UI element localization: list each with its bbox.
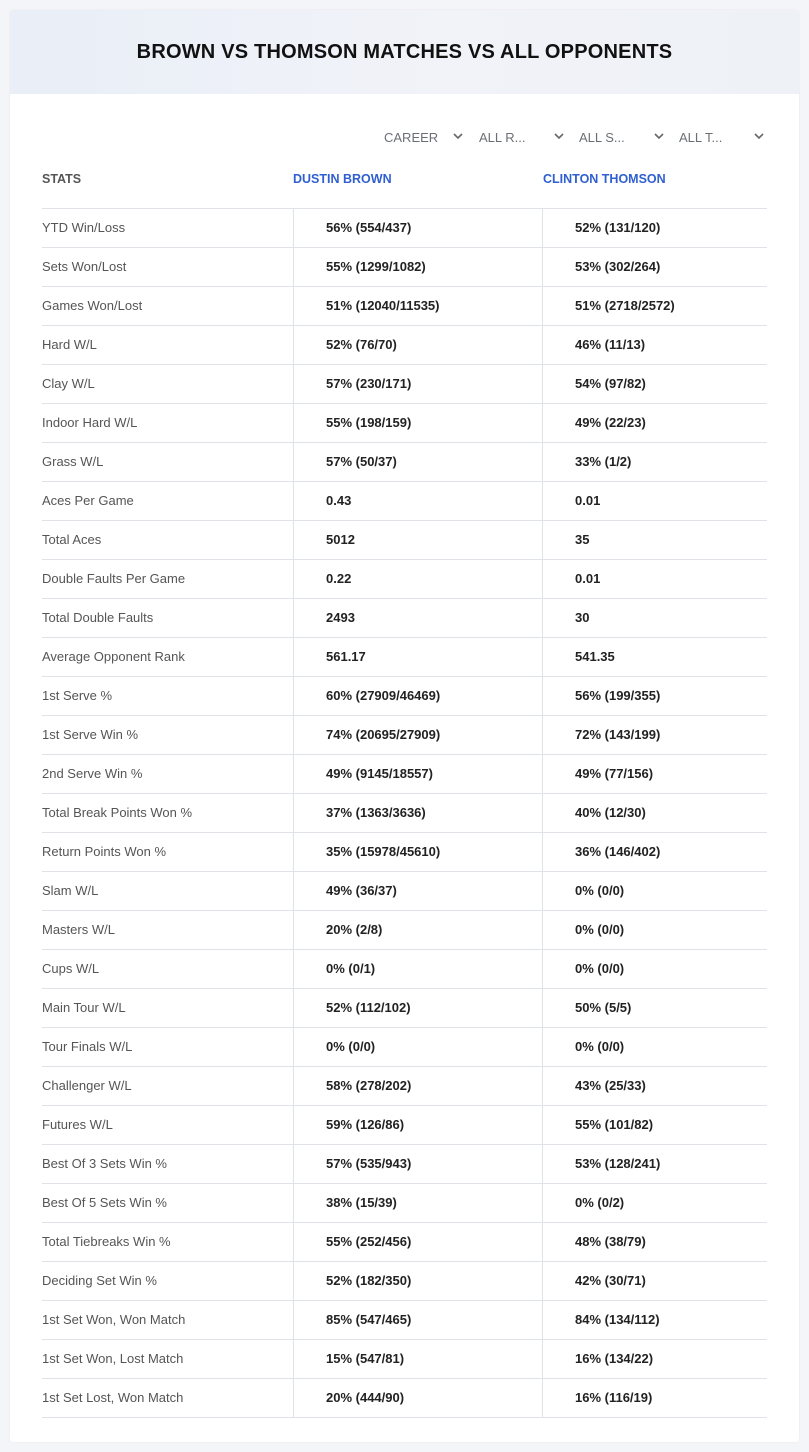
player1-value: 52% (182/350)	[293, 1262, 542, 1300]
stat-label: Challenger W/L	[42, 1078, 132, 1093]
player1-value: 56% (554/437)	[293, 209, 542, 247]
stat-label: Cups W/L	[42, 961, 100, 976]
player1-value: 20% (2/8)	[293, 911, 542, 949]
stat-label: 1st Serve Win %	[42, 727, 139, 742]
stat-label: Best Of 3 Sets Win %	[42, 1156, 167, 1171]
player1-value: 74% (20695/27909)	[293, 716, 542, 754]
player1-value: 0% (0/0)	[293, 1028, 542, 1066]
stat-label: 2nd Serve Win %	[42, 766, 143, 781]
player2-value: 541.35	[542, 638, 767, 676]
player2-value: 50% (5/5)	[542, 989, 767, 1027]
filter-period-label: CAREER	[384, 129, 439, 145]
table-row	[42, 1261, 767, 1300]
stat-label: Grass W/L	[42, 454, 104, 469]
stats-card	[10, 10, 799, 1442]
table-row	[42, 559, 767, 598]
player2-value: 0% (0/0)	[542, 950, 767, 988]
table-row	[42, 988, 767, 1027]
table-row	[42, 208, 767, 247]
player2-value: 0.01	[542, 560, 767, 598]
filter-round-label: ALL R...	[479, 129, 526, 145]
chevron-down-icon	[452, 130, 464, 142]
player2-value: 42% (30/71)	[542, 1262, 767, 1300]
stat-label: Futures W/L	[42, 1117, 113, 1132]
table-row	[42, 325, 767, 364]
player2-value: 33% (1/2)	[542, 443, 767, 481]
player1-value: 58% (278/202)	[293, 1067, 542, 1105]
stat-label: Slam W/L	[42, 883, 99, 898]
player1-value: 20% (444/90)	[293, 1379, 542, 1417]
player1-value: 57% (50/37)	[293, 443, 542, 481]
player2-value: 56% (199/355)	[542, 677, 767, 715]
table-row	[42, 442, 767, 481]
table-row	[42, 247, 767, 286]
player2-value: 0% (0/0)	[542, 872, 767, 910]
table-row	[42, 1066, 767, 1105]
stat-label: 1st Set Won, Won Match	[42, 1312, 186, 1327]
table-row	[42, 754, 767, 793]
player1-value: 60% (27909/46469)	[293, 677, 542, 715]
player1-value: 5012	[293, 521, 542, 559]
player2-value: 53% (128/241)	[542, 1145, 767, 1183]
column-header-stats: STATS	[42, 172, 82, 186]
player2-value: 0% (0/2)	[542, 1184, 767, 1222]
player1-value: 0.22	[293, 560, 542, 598]
table-row	[42, 403, 767, 442]
stat-label: Double Faults Per Game	[42, 571, 186, 586]
player2-value: 55% (101/82)	[542, 1106, 767, 1144]
filter-period-select[interactable]	[384, 126, 464, 148]
player2-value: 53% (302/264)	[542, 248, 767, 286]
player2-value: 16% (134/22)	[542, 1340, 767, 1378]
table-row	[42, 832, 767, 871]
player2-value: 0% (0/0)	[542, 1028, 767, 1066]
table-row	[42, 520, 767, 559]
player1-value: 2493	[293, 599, 542, 637]
table-row	[42, 715, 767, 754]
stat-label: Total Break Points Won %	[42, 805, 193, 820]
filter-surface-label: ALL S...	[579, 129, 625, 145]
stat-label: Total Aces	[42, 532, 102, 547]
table-row	[42, 637, 767, 676]
player1-value: 15% (547/81)	[293, 1340, 542, 1378]
stat-label: 1st Serve %	[42, 688, 113, 703]
stat-label: Deciding Set Win %	[42, 1273, 157, 1288]
table-row	[42, 598, 767, 637]
player1-value: 55% (198/159)	[293, 404, 542, 442]
player2-value: 0% (0/0)	[542, 911, 767, 949]
table-row	[42, 1027, 767, 1066]
table-row	[42, 676, 767, 715]
player2-value: 49% (22/23)	[542, 404, 767, 442]
player2-value: 54% (97/82)	[542, 365, 767, 403]
table-row	[42, 949, 767, 988]
table-row	[42, 910, 767, 949]
table-row	[42, 793, 767, 832]
column-header-player2[interactable]: CLINTON THOMSON	[543, 172, 666, 186]
stats-table	[42, 208, 767, 1418]
page-header	[10, 10, 799, 94]
player1-value: 0% (0/1)	[293, 950, 542, 988]
stat-label: Total Tiebreaks Win %	[42, 1234, 171, 1249]
player2-value: 0.01	[542, 482, 767, 520]
player2-value: 43% (25/33)	[542, 1067, 767, 1105]
player2-value: 36% (146/402)	[542, 833, 767, 871]
player2-value: 72% (143/199)	[542, 716, 767, 754]
player2-value: 40% (12/30)	[542, 794, 767, 832]
stat-label: Return Points Won %	[42, 844, 167, 859]
stat-label: Average Opponent Rank	[42, 649, 185, 664]
chevron-down-icon	[753, 130, 765, 142]
player1-value: 51% (12040/11535)	[293, 287, 542, 325]
player1-value: 0.43	[293, 482, 542, 520]
filter-surface-select[interactable]	[579, 126, 665, 148]
player2-value: 16% (116/19)	[542, 1379, 767, 1417]
table-row	[42, 286, 767, 325]
player2-value: 84% (134/112)	[542, 1301, 767, 1339]
table-row	[42, 1378, 767, 1418]
player1-value: 49% (9145/18557)	[293, 755, 542, 793]
table-row	[42, 481, 767, 520]
player1-value: 52% (112/102)	[293, 989, 542, 1027]
player1-value: 57% (535/943)	[293, 1145, 542, 1183]
player1-value: 37% (1363/3636)	[293, 794, 542, 832]
stat-label: Aces Per Game	[42, 493, 134, 508]
table-row	[42, 1183, 767, 1222]
player1-value: 57% (230/171)	[293, 365, 542, 403]
stat-label: 1st Set Won, Lost Match	[42, 1351, 184, 1366]
stat-label: Indoor Hard W/L	[42, 415, 138, 430]
player2-value: 46% (11/13)	[542, 326, 767, 364]
filter-tournament-label: ALL T...	[679, 129, 723, 145]
stat-label: 1st Set Lost, Won Match	[42, 1390, 184, 1405]
player2-value: 51% (2718/2572)	[542, 287, 767, 325]
table-row	[42, 1339, 767, 1378]
filter-bar	[10, 126, 799, 148]
stat-label: Tour Finals W/L	[42, 1039, 133, 1054]
table-row	[42, 871, 767, 910]
player1-value: 52% (76/70)	[293, 326, 542, 364]
chevron-down-icon	[553, 130, 565, 142]
player1-value: 55% (252/456)	[293, 1223, 542, 1261]
player1-value: 55% (1299/1082)	[293, 248, 542, 286]
player2-value: 30	[542, 599, 767, 637]
stat-label: Hard W/L	[42, 337, 97, 352]
stat-label: Best Of 5 Sets Win %	[42, 1195, 167, 1210]
player1-value: 561.17	[293, 638, 542, 676]
player1-value: 85% (547/465)	[293, 1301, 542, 1339]
player1-value: 35% (15978/45610)	[293, 833, 542, 871]
filter-round-select[interactable]	[479, 126, 565, 148]
table-row	[42, 1105, 767, 1144]
stat-label: Masters W/L	[42, 922, 115, 937]
table-row	[42, 1300, 767, 1339]
stat-label: YTD Win/Loss	[42, 220, 126, 235]
stat-label: Total Double Faults	[42, 610, 154, 625]
stat-label: Games Won/Lost	[42, 298, 143, 313]
player2-value: 35	[542, 521, 767, 559]
player2-value: 49% (77/156)	[542, 755, 767, 793]
chevron-down-icon	[653, 130, 665, 142]
table-row	[42, 364, 767, 403]
player2-value: 48% (38/79)	[542, 1223, 767, 1261]
column-header-player1[interactable]: DUSTIN BROWN	[293, 172, 392, 186]
stat-label: Main Tour W/L	[42, 1000, 126, 1015]
table-row	[42, 1222, 767, 1261]
player1-value: 49% (36/37)	[293, 872, 542, 910]
table-row	[42, 1144, 767, 1183]
stat-label: Sets Won/Lost	[42, 259, 127, 274]
page-title: BROWN VS THOMSON MATCHES VS ALL OPPONENTS	[136, 40, 673, 63]
player1-value: 59% (126/86)	[293, 1106, 542, 1144]
stat-label: Clay W/L	[42, 376, 95, 391]
filter-tournament-select[interactable]	[679, 126, 765, 148]
player1-value: 38% (15/39)	[293, 1184, 542, 1222]
player2-value: 52% (131/120)	[542, 209, 767, 247]
